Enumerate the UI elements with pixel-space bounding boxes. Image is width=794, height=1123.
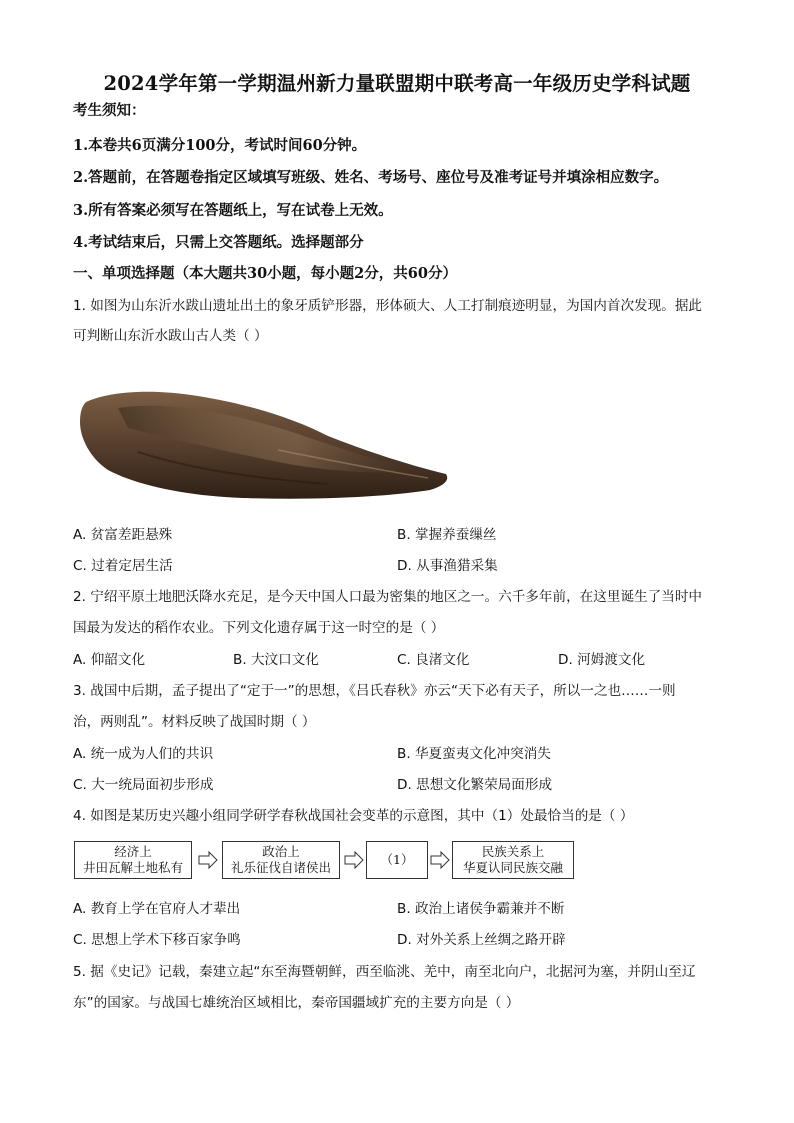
question-3-line-2: 治，两则乱”。材料反映了战国时期（ ） <box>73 714 316 730</box>
arrow-right-icon <box>344 851 364 869</box>
question-2-option-a: A. 仰韶文化 <box>73 652 146 668</box>
question-3-option-d: D. 思想文化繁荣局面形成 <box>397 777 553 793</box>
notice-heading: 考生须知： <box>73 102 146 119</box>
exam-title: 2024学年第一学期温州新力量联盟期中联考高一年级历史学科试题 <box>103 72 691 95</box>
question-2-option-c: C. 良渚文化 <box>397 652 470 668</box>
ivory-shovel-artifact-image <box>78 388 450 504</box>
question-3-line-1: 3. 战国中后期，孟子提出了“定于一”的思想，《吕氏春秋》亦云“天下必有天子，所以一之也……一则 <box>73 683 676 699</box>
notice-item-3: 3.所有答案必须写在答题纸上，写在试卷上无效。 <box>73 202 393 219</box>
question-5-line-1: 5. 据《史记》记载，秦建立起“东至海暨朝鲜，西至临洮、羌中，南至北向户，北据河为塞，并阴山至辽 <box>73 964 696 980</box>
question-1-option-c: C. 过着定居生活 <box>73 558 173 574</box>
question-1-option-a: A. 贫富差距悬殊 <box>73 527 173 543</box>
question-1-line-2: 可判断山东沂水跋山古人类（ ） <box>73 328 268 344</box>
question-5-line-2: 东”的国家。与战国七雄统治区域相比，秦帝国疆域扩充的主要方向是（ ） <box>73 995 520 1011</box>
flow-box-politics-title: 政治上 <box>262 844 300 859</box>
flowchart <box>74 841 574 881</box>
question-4-line-1: 4. 如图是某历史兴趣小组同学研学春秋战国社会变革的示意图，其中（1）处最恰当的是（ ） <box>73 808 634 824</box>
question-3-option-b: B. 华夏蛮夷文化冲突消失 <box>397 746 551 762</box>
question-2-option-d: D. 河姆渡文化 <box>558 652 646 668</box>
flow-box-economy-text: 井田瓦解土地私有 <box>82 860 183 875</box>
flow-box-economy-title: 经济上 <box>114 844 152 859</box>
question-1-option-b: B. 掌握养蚕缫丝 <box>397 527 497 543</box>
notice-item-2: 2.答题前，在答题卷指定区域填写班级、姓名、考场号、座位号及准考证号并填涂相应数字。 <box>73 169 669 186</box>
question-4-option-a: A. 教育上学在官府人才辈出 <box>73 901 241 917</box>
notice-item-1: 1.本卷共6页满分100分，考试时间60分钟。 <box>73 137 367 154</box>
question-3-option-a: A. 统一成为人们的共识 <box>73 746 214 762</box>
question-4-option-b: B. 政治上诸侯争霸兼并不断 <box>397 901 565 917</box>
question-1-line-1: 1. 如图为山东沂水跋山遗址出土的象牙质铲形器，形体硕大、人工打制痕迹明显，为国内首次发现。据此 <box>73 298 703 314</box>
flow-box-ethnic-text: 华夏认同民族交融 <box>462 860 563 875</box>
question-2-option-b: B. 大汶口文化 <box>233 652 319 668</box>
question-1-option-d: D. 从事渔猎采集 <box>397 558 498 574</box>
question-4-option-d: D. 对外关系上丝绸之路开辟 <box>397 932 566 948</box>
arrow-right-icon <box>198 851 218 869</box>
flow-box-economy <box>74 841 192 879</box>
arrow-right-icon <box>430 851 450 869</box>
flow-box-ethnic <box>452 841 574 879</box>
notice-item-4: 4.考试结束后，只需上交答题纸。选择题部分 <box>73 234 364 251</box>
flow-box-ethnic-title: 民族关系上 <box>481 844 545 859</box>
flow-box-politics-text: 礼乐征伐自诸侯出 <box>230 860 331 875</box>
flow-box-blank-label: （1） <box>380 852 414 867</box>
question-2-line-2: 国最为发达的稻作农业。下列文化遗存属于这一时空的是（ ） <box>73 620 445 636</box>
section-heading: 一、单项选择题（本大题共30小题，每小题2分，共60分） <box>73 265 457 282</box>
flow-box-politics <box>222 841 340 879</box>
flow-box-blank <box>366 841 428 879</box>
question-2-line-1: 2. 宁绍平原土地肥沃降水充足，是今天中国人口最为密集的地区之一。六千多年前，在这里诞生了当时中 <box>73 589 703 605</box>
question-3-option-c: C. 大一统局面初步形成 <box>73 777 214 793</box>
question-4-option-c: C. 思想上学术下移百家争鸣 <box>73 932 241 948</box>
